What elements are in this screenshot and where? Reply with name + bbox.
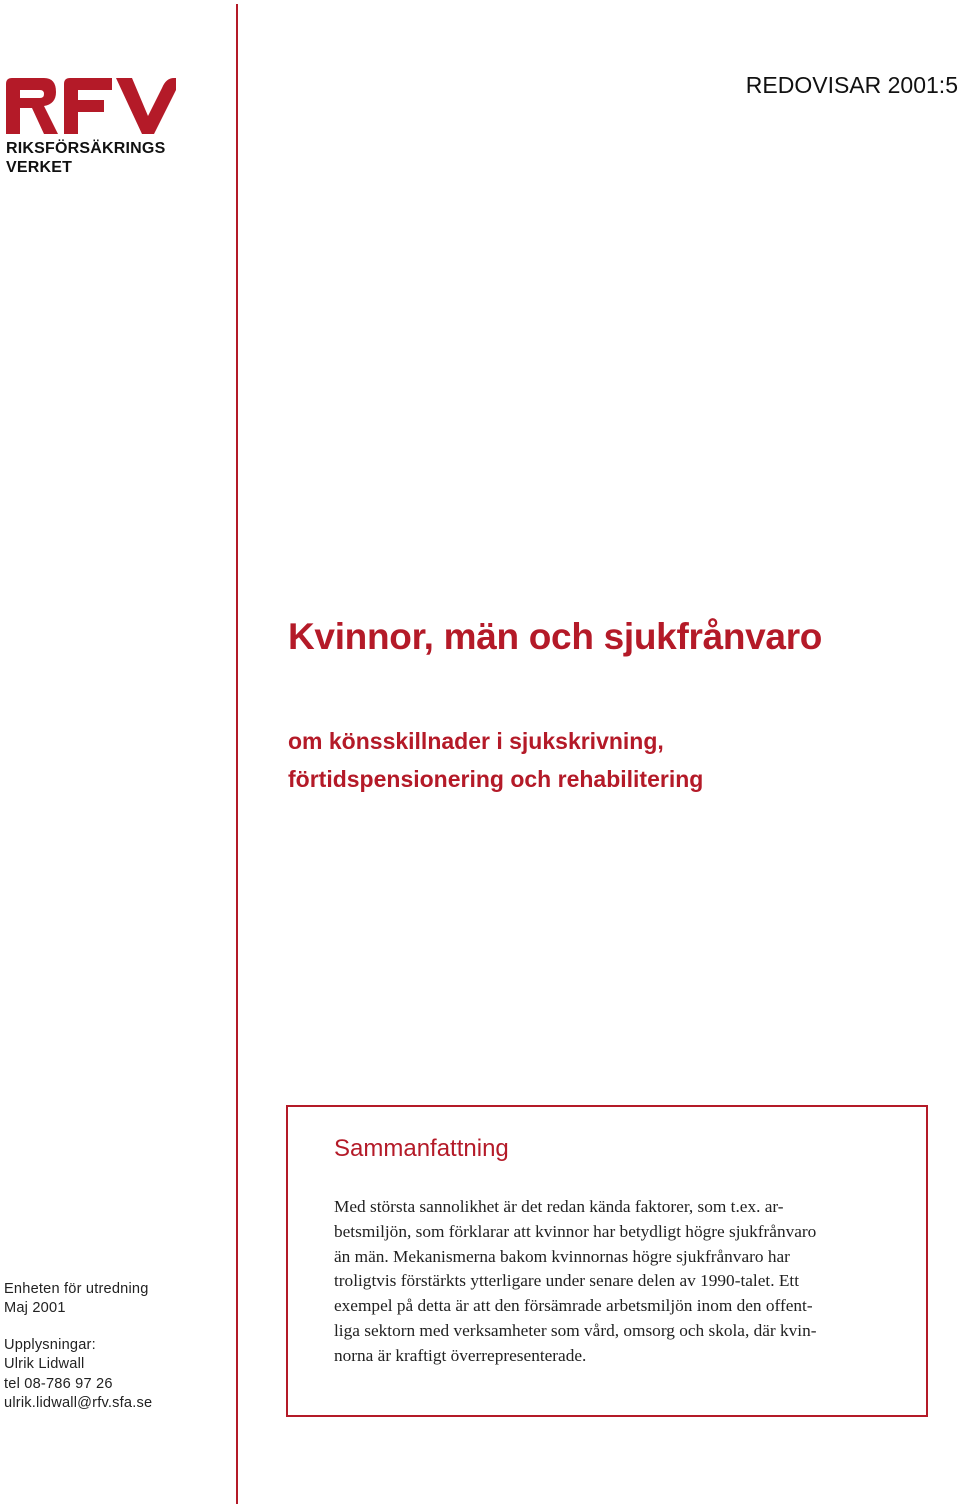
report-subtitle	[288, 722, 703, 798]
report-title: Kvinnor, män och sjukfrånvaro	[288, 616, 823, 657]
summary-line: troligtvis förstärkts ytterligare under senare delen av 1990-talet. Ett	[334, 1271, 799, 1291]
rfv-logo	[4, 76, 176, 180]
summary-line: liga sektorn med verksamheter som vård, omsorg och skola, där kvin-	[334, 1320, 817, 1340]
summary-line: betsmiljön, som förklarar att kvinnor har betydligt högre sjukfrånvaro	[334, 1221, 817, 1241]
contact-info-label: Upplysningar:	[4, 1336, 96, 1353]
rfv-logo-mark	[4, 76, 176, 136]
series-number: REDOVISAR 2001:5	[745, 72, 958, 98]
contact-info	[4, 1280, 152, 1413]
summary-line: än män. Mekanismerna bakom kvinnornas högre sjukfrånvaro har	[334, 1246, 790, 1266]
summary-line: exempel på detta är att den försämrade arbetsmiljön inom den offent-	[334, 1296, 813, 1316]
summary-text	[334, 1195, 909, 1369]
subtitle-line-2: förtidspensionering och rehabilitering	[288, 766, 704, 792]
logo-text-line-2: VERKET	[6, 159, 73, 176]
summary-line: Med största sannolikhet är det redan kända faktorer, som t.ex. ar-	[334, 1197, 784, 1216]
margin-divider-line	[236, 4, 238, 1504]
contact-date: Maj 2001	[4, 1300, 66, 1317]
summary-heading: Sammanfattning	[334, 1135, 509, 1162]
summary-line: norna är kraftigt överrepresenterade.	[334, 1345, 587, 1365]
logo-text-line-1: RIKSFÖRSÄKRINGS	[6, 140, 166, 157]
contact-unit: Enheten för utredning	[4, 1281, 149, 1297]
contact-email: ulrik.lidwall@rfv.sfa.se	[4, 1395, 153, 1412]
contact-name: Ulrik Lidwall	[4, 1356, 85, 1373]
subtitle-line-1: om könsskillnader i sjukskrivning,	[288, 728, 664, 754]
contact-phone: tel 08-786 97 26	[4, 1375, 113, 1392]
summary-box	[286, 1105, 928, 1417]
